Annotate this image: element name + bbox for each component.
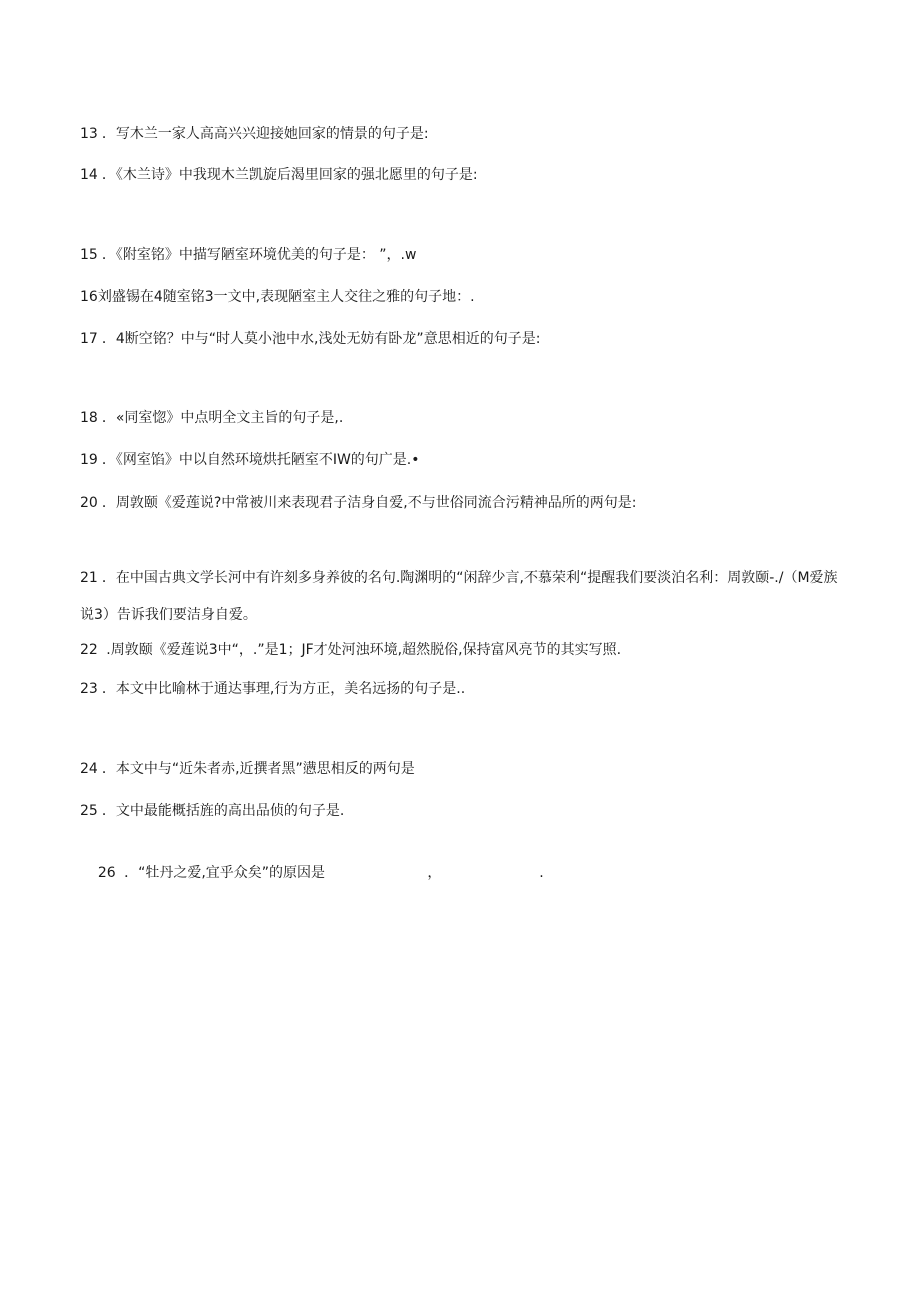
question-number: 24 xyxy=(80,761,98,777)
question-text: ．4断空铭？中与“时人莫小池中水,浅处无妨有卧龙”意思相近的句子是: xyxy=(101,331,541,347)
question-number: 18 xyxy=(80,410,98,426)
question-24 xyxy=(80,759,850,779)
question-text: ．《附室铭》中描写陋室环境优美的句子是： ”，.w xyxy=(101,247,417,263)
question-22 xyxy=(80,640,850,660)
question-17 xyxy=(80,329,850,349)
question-text: ．周敦颐《爱莲说?中常被川来表现君子洁身自爱,不与世俗同流合污精神品所的两句是: xyxy=(101,495,637,511)
question-18 xyxy=(80,408,850,428)
question-number: 22 xyxy=(80,642,98,658)
question-text: ．本文中与“近朱者赤,近撰者黑”懑思相反的两句是 xyxy=(101,761,415,777)
question-text: ．《网室馅》中以自然环境烘托陋室不IW的句广是.• xyxy=(101,452,420,468)
question-25 xyxy=(80,801,850,821)
question-20 xyxy=(80,493,850,513)
question-number: 20 xyxy=(80,495,98,511)
question-13 xyxy=(80,124,850,144)
question-26 xyxy=(80,843,850,903)
question-number: 26 xyxy=(97,865,116,881)
question-14 xyxy=(80,165,850,185)
question-number: 17 xyxy=(80,331,98,347)
question-text: ．本文中比喻林于通达事理,行为方正，美名远扬的句子是.. xyxy=(101,681,466,697)
question-23 xyxy=(80,679,850,699)
question-15 xyxy=(80,245,850,265)
question-number: 13 xyxy=(80,126,98,142)
question-21 xyxy=(80,560,850,634)
question-text: 16刘盛锡在4随室铭3一文中,表现陋室主人交往之雅的句子地：. xyxy=(80,289,475,305)
question-number: 19 xyxy=(80,452,98,468)
question-text: ．“牡丹之爱,宜乎众矣”的原因是 ， . xyxy=(119,865,544,881)
question-text: ．在中国古典文学长河中有许刻多身养彼的名句.陶渊明的“闲辞少言,不慕荣利“提醒我们要淡泊名利：周敦颐-./（M爱族说3）告诉我们要洁身自爱。 xyxy=(80,570,838,623)
question-text: ．《木兰诗》中我现木兰凯旋后渴里回家的强北愿里的句子是: xyxy=(101,167,478,183)
question-number: 21 xyxy=(80,570,98,586)
question-number: 25 xyxy=(80,803,98,819)
question-text: ．写木兰一家人高高兴兴迎接她回家的情景的句子是: xyxy=(101,126,429,142)
question-number: 15 xyxy=(80,247,98,263)
question-number: 14 xyxy=(80,167,98,183)
question-text: .周敦颐《爱莲说3中“，.”是1；JF才处河浊环境,超然脱俗,保持富风亮节的其实写照. xyxy=(101,642,622,658)
question-text: ．«同室惚》中点明全文主旨的句子是,. xyxy=(101,410,344,426)
question-16 xyxy=(80,287,850,307)
question-19 xyxy=(80,450,850,470)
question-number: 23 xyxy=(80,681,98,697)
question-text: ．文中最能概括旌的高出品侦的句子是. xyxy=(101,803,345,819)
